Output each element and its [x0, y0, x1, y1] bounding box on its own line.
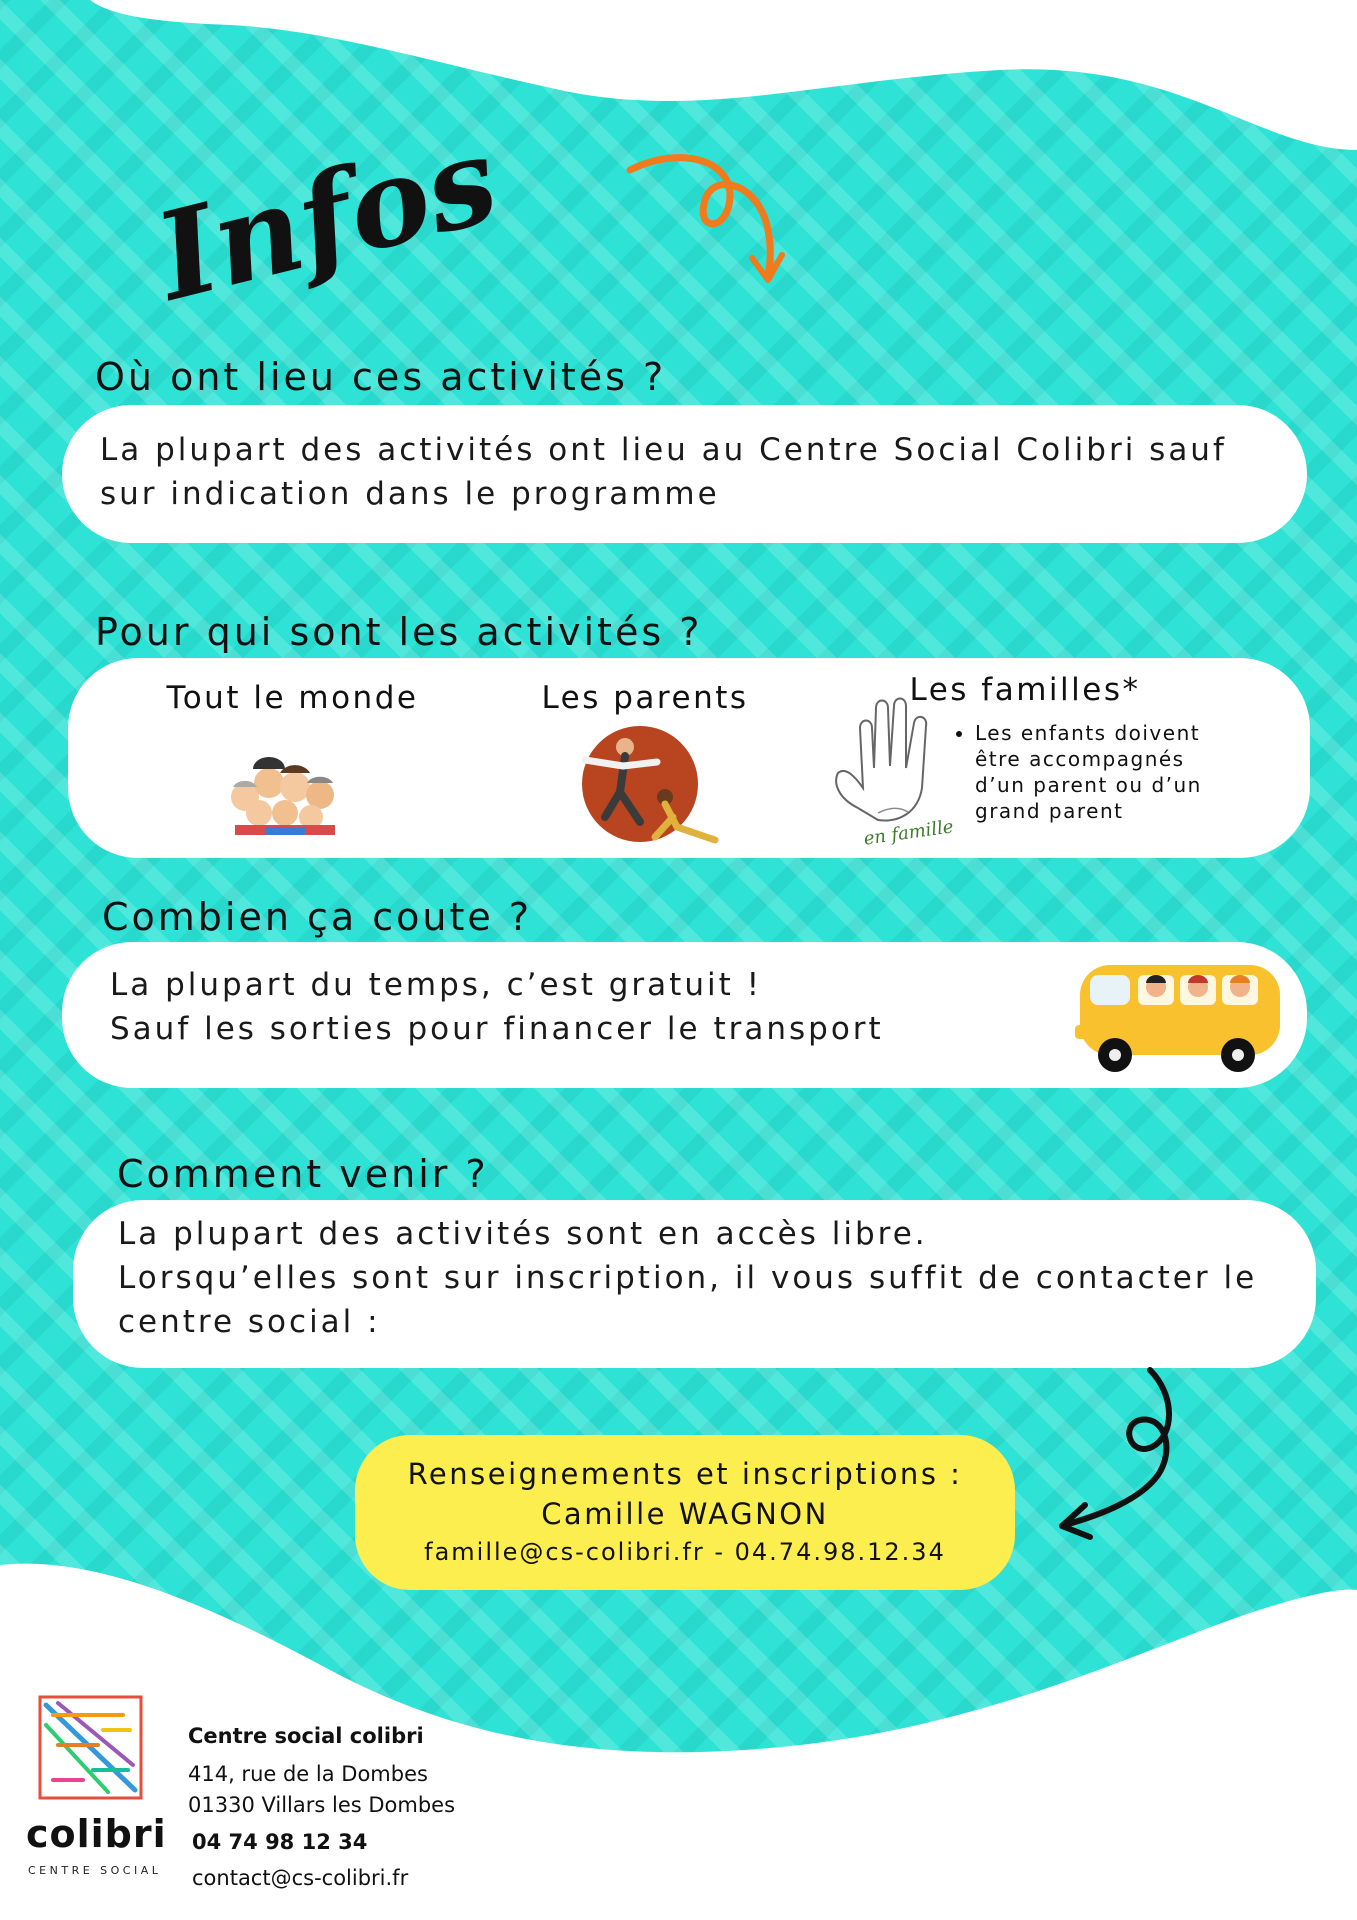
how-line2: Lorsqu’elles sont sur inscription, il vous suffit de contacter le — [118, 1260, 1258, 1296]
who-question: Pour qui sont les activités ? — [95, 610, 703, 654]
how-question: Comment venir ? — [117, 1152, 489, 1196]
how-line3: centre social : — [118, 1304, 381, 1340]
families-note-line2: être accompagnés — [975, 747, 1185, 771]
how-line1: La plupart des activités sont en accès libre. — [118, 1216, 928, 1252]
cost-line2: Sauf les sorties pour financer le transport — [110, 1011, 884, 1047]
families-note-item — [975, 720, 1275, 824]
hand-icon — [828, 688, 968, 848]
families-note-line3: d’un parent ou d’un — [975, 773, 1202, 797]
contact-name: Camille WAGNON — [541, 1497, 829, 1531]
crowd-icon — [225, 735, 345, 835]
how-answer — [118, 1212, 1298, 1344]
where-question: Où ont lieu ces activités ? — [95, 355, 667, 399]
infos-title — [143, 108, 511, 329]
logo-name: colibri — [26, 1812, 167, 1856]
parents-label: Les parents — [541, 680, 749, 716]
cost-answer — [110, 963, 1010, 1051]
families-note-line1: Les enfants doivent — [975, 721, 1201, 745]
contact-details[interactable]: famille@cs-colibri.fr - 04.74.98.12.34 — [424, 1538, 946, 1566]
families-note — [975, 720, 1275, 824]
footer-address-line2: 01330 Villars les Dombes — [188, 1793, 456, 1817]
where-answer-line2: sur indication dans le programme — [100, 476, 720, 512]
cost-line1: La plupart du temps, c’est gratuit ! — [110, 967, 763, 1003]
contact-heading: Renseignements et inscriptions : — [407, 1457, 963, 1491]
arrow-left-icon — [1040, 1365, 1190, 1545]
footer-org-name: Centre social colibri — [188, 1724, 424, 1748]
where-answer-line1: La plupart des activités ont lieu au Centre Social Colibri sauf — [100, 432, 1227, 468]
school-bus-icon — [1070, 955, 1290, 1080]
footer-address-line1: 414, rue de la Dombes — [188, 1762, 428, 1786]
families-note-line4: grand parent — [975, 799, 1124, 823]
footer-email[interactable]: contact@cs-colibri.fr — [192, 1866, 409, 1890]
dancing-parents-icon — [565, 722, 735, 852]
contact-box — [355, 1435, 1015, 1590]
svg-text:en famille: en famille — [862, 816, 955, 850]
svg-text:Infos: Infos — [143, 108, 511, 329]
arrow-down-icon — [620, 140, 800, 300]
logo-subtitle: CENTRE SOCIAL — [28, 1864, 162, 1877]
everyone-label: Tout le monde — [166, 680, 419, 716]
cost-question: Combien ça coute ? — [102, 895, 533, 939]
colibri-logo-icon — [38, 1695, 143, 1800]
families-label: Les familles* — [909, 672, 1141, 708]
footer-phone[interactable]: 04 74 98 12 34 — [192, 1830, 368, 1854]
where-answer — [100, 428, 1280, 516]
